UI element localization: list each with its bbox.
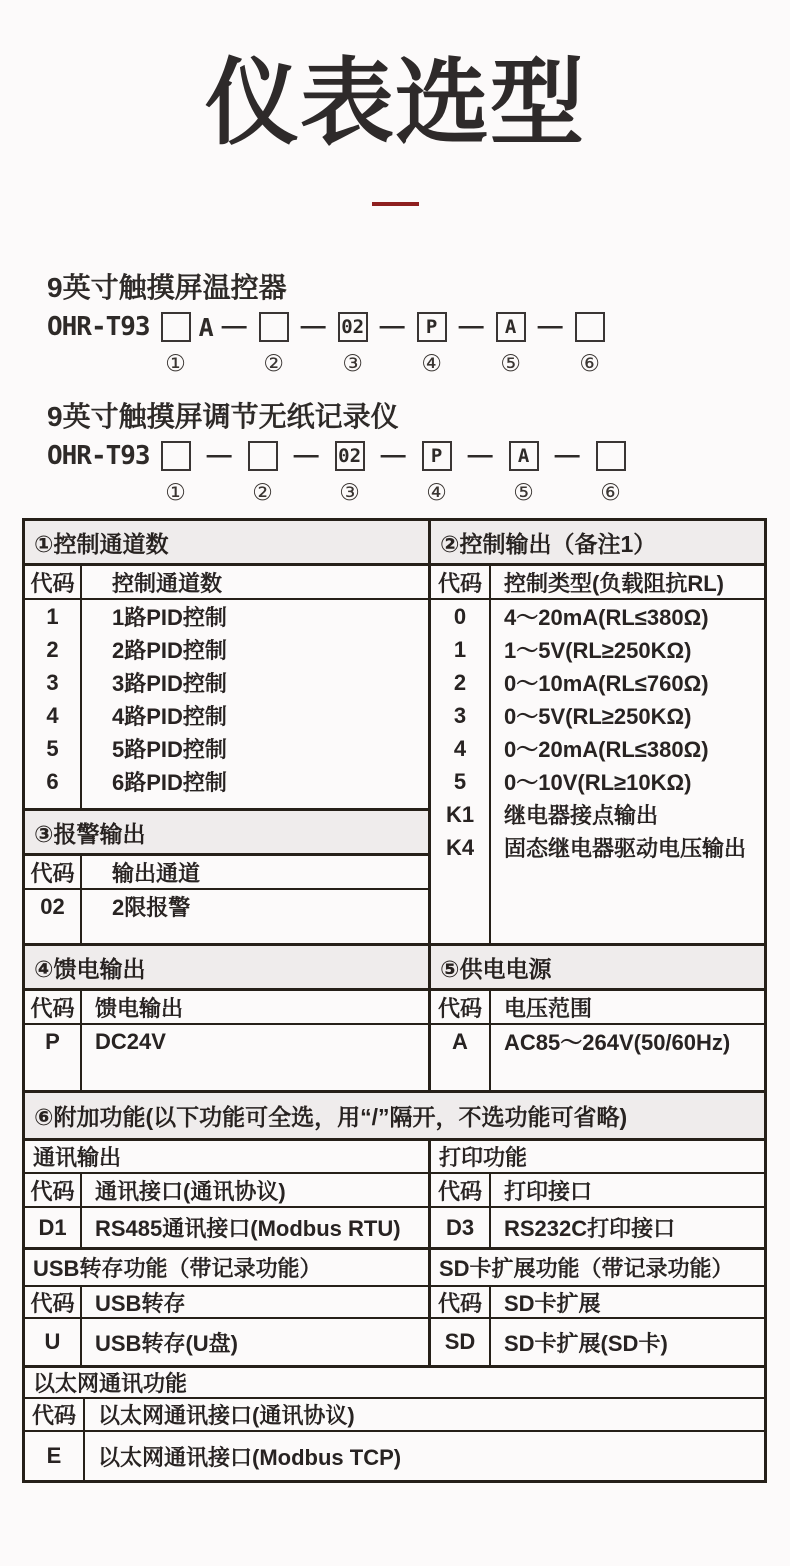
model2-heading: 9英寸触摸屏调节无纸记录仪 — [47, 401, 399, 432]
model1-option2 — [259, 312, 289, 375]
selection-table — [22, 518, 767, 1483]
row-desc: SD卡扩展(SD卡) — [504, 1330, 668, 1356]
model1-option6 — [575, 312, 605, 375]
row-code: 1 — [25, 600, 82, 633]
col-code-label: 代码 — [431, 991, 491, 1023]
separator-dash: — — [293, 441, 319, 469]
model1-box-1 — [161, 312, 191, 342]
model1-box-2 — [259, 312, 289, 342]
ethernet-colhead — [25, 1399, 764, 1432]
model1-box-6 — [575, 312, 605, 342]
table-row — [25, 1208, 428, 1247]
row-desc: 0～5V(RL≥250KΩ) — [504, 704, 692, 729]
row-code: 02 — [25, 890, 82, 923]
row-code: 5 — [25, 732, 82, 765]
row-code: 4 — [431, 732, 491, 765]
circled-5: ⑤ — [513, 479, 534, 505]
separator-dash: — — [221, 312, 247, 340]
filler-row — [25, 1058, 428, 1090]
print-colhead — [431, 1174, 764, 1208]
col-desc-label: 输出通道 — [112, 860, 201, 886]
circled-5: ⑤ — [500, 350, 521, 376]
row-desc: DC24V — [95, 1028, 166, 1054]
page-title: 仪表选型 — [204, 50, 585, 155]
col-desc-label: SD卡扩展 — [504, 1290, 601, 1316]
model2-box-4: P — [422, 441, 452, 471]
section-sd — [431, 1250, 764, 1365]
section1-header: ①控制通道数 — [25, 521, 428, 566]
model2-option4 — [422, 441, 452, 504]
circled-2: ② — [263, 350, 284, 376]
section4-colhead — [25, 991, 428, 1025]
table-row — [431, 1319, 764, 1365]
table-row — [431, 1208, 764, 1247]
row-desc: 5路PID控制 — [112, 737, 227, 762]
band-comm-print — [25, 1141, 764, 1247]
col-desc-label: 以太网通讯接口(通讯协议) — [98, 1403, 355, 1428]
section-supply-power — [431, 946, 764, 1090]
section3-header: ③报警输出 — [25, 811, 428, 856]
filler-row — [431, 1058, 764, 1090]
filler-row — [431, 864, 764, 943]
row-code: A — [431, 1025, 491, 1058]
model1-box-3: 02 — [338, 312, 368, 342]
circled-1: ① — [165, 479, 186, 505]
col-desc-label: 控制类型(负载阻抗RL) — [504, 570, 724, 596]
page — [0, 50, 790, 1483]
row-code: 5 — [431, 765, 491, 798]
section5-colhead — [431, 991, 764, 1025]
row-code: D1 — [25, 1208, 82, 1247]
model2-code-line — [47, 441, 790, 504]
row-code: U — [25, 1319, 82, 1365]
row-code: 2 — [25, 633, 82, 666]
circled-4: ④ — [426, 479, 447, 505]
row-code: 3 — [25, 666, 82, 699]
circled-3: ③ — [339, 479, 360, 505]
circled-3: ③ — [342, 350, 363, 376]
section5-header: ⑤供电电源 — [431, 946, 764, 991]
model2-box-2 — [248, 441, 278, 471]
band-usb-sd — [25, 1250, 764, 1365]
model1-code-line — [47, 312, 790, 375]
model2-option6 — [596, 441, 626, 504]
table-row — [431, 699, 764, 732]
model1-box-5: A — [496, 312, 526, 342]
model2-prefix: OHR-T93 — [47, 441, 150, 471]
row-code: K4 — [431, 831, 491, 864]
col-code-label: 代码 — [25, 1399, 85, 1430]
row-code: K1 — [431, 798, 491, 831]
col-desc-label: 通讯接口(通讯协议) — [95, 1178, 286, 1204]
section2-header: ②控制输出（备注1） — [431, 521, 764, 566]
table-row — [431, 798, 764, 831]
table-row — [431, 765, 764, 798]
section1-colhead — [25, 566, 428, 600]
model1-prefix: OHR-T93 — [47, 312, 150, 342]
section3-colhead — [25, 856, 428, 890]
section-comm-output — [25, 1141, 431, 1247]
circled-6: ⑥ — [579, 350, 600, 376]
section4-header: ④馈电输出 — [25, 946, 428, 991]
row-code: D3 — [431, 1208, 491, 1247]
row-code: 3 — [431, 699, 491, 732]
row-desc: 4～20mA(RL≤380Ω) — [504, 605, 709, 630]
section-feed-output — [25, 946, 431, 1090]
row-code: 0 — [431, 600, 491, 633]
circled-1: ① — [165, 350, 186, 376]
circled-6: ⑥ — [600, 479, 621, 505]
row-code: SD — [431, 1319, 491, 1365]
col-code-label: 代码 — [25, 991, 82, 1023]
model2-option5 — [509, 441, 539, 504]
row-code: E — [25, 1432, 85, 1480]
table-row — [25, 732, 428, 765]
separator-dash: — — [206, 441, 232, 469]
table-row — [431, 633, 764, 666]
model2-box-1 — [161, 441, 191, 471]
model1-option5 — [496, 312, 526, 375]
model2-box-3: 02 — [335, 441, 365, 471]
row-desc: 0～10V(RL≥10KΩ) — [504, 770, 692, 795]
model1-option1 — [161, 312, 191, 375]
col-code-label: 代码 — [25, 566, 82, 598]
filler-row — [25, 923, 428, 943]
col-code-label: 代码 — [431, 1287, 491, 1317]
section-usb — [25, 1250, 431, 1365]
circled-2: ② — [252, 479, 273, 505]
separator-dash: — — [537, 312, 563, 340]
separator-dash: — — [458, 312, 484, 340]
band-power — [25, 946, 764, 1090]
row-desc: RS232C打印接口 — [504, 1216, 676, 1241]
model2-option1 — [161, 441, 191, 504]
row-desc: 继电器接点输出 — [504, 803, 659, 828]
section-control-channels — [25, 521, 431, 943]
sd-title: SD卡扩展功能（带记录功能） — [431, 1250, 764, 1287]
row-desc: 以太网通讯接口(Modbus TCP) — [98, 1444, 402, 1470]
table-row — [431, 600, 764, 633]
section-print — [431, 1141, 764, 1247]
col-desc-label: 控制通道数 — [112, 570, 223, 596]
model1-box-4: P — [417, 312, 447, 342]
model2-option2 — [248, 441, 278, 504]
section6-header: ⑥附加功能(以下功能可全选，用“/”隔开，不选功能可省略) — [25, 1093, 764, 1138]
model2-box-5: A — [509, 441, 539, 471]
col-code-label: 代码 — [25, 1287, 82, 1317]
table-row — [25, 633, 428, 666]
col-desc-label: USB转存 — [95, 1290, 186, 1316]
comm-colhead — [25, 1174, 428, 1208]
row-code: 2 — [431, 666, 491, 699]
model1-option4 — [417, 312, 447, 375]
print-title: 打印功能 — [431, 1141, 764, 1174]
col-desc-label: 电压范围 — [504, 995, 593, 1021]
row-desc: 6路PID控制 — [112, 770, 227, 795]
row-desc: 0～20mA(RL≤380Ω) — [504, 737, 709, 762]
comm-title: 通讯输出 — [25, 1141, 428, 1174]
ethernet-title: 以太网通讯功能 — [25, 1368, 764, 1399]
table-row — [25, 1432, 764, 1480]
table-row — [25, 699, 428, 732]
section-control-output — [431, 521, 764, 943]
table-row — [431, 732, 764, 765]
table-row — [25, 890, 428, 923]
filler-row — [25, 798, 428, 808]
row-desc: 1路PID控制 — [112, 605, 227, 630]
col-code-label: 代码 — [25, 856, 82, 888]
row-desc: 固态继电器驱动电压输出 — [504, 836, 747, 861]
model1-fixed-code: A — [198, 313, 214, 342]
row-desc: AC85～264V(50/60Hz) — [504, 1030, 731, 1055]
model2-box-6 — [596, 441, 626, 471]
row-desc: 2限报警 — [112, 895, 191, 920]
col-desc-label: 打印接口 — [504, 1178, 593, 1204]
table-row — [25, 765, 428, 798]
circled-4: ④ — [421, 350, 442, 376]
table-row — [431, 1025, 764, 1058]
row-desc: 3路PID控制 — [112, 671, 227, 696]
col-desc-label: 馈电输出 — [95, 995, 184, 1021]
separator-dash: — — [467, 441, 493, 469]
separator-dash: — — [379, 312, 405, 340]
usb-title: USB转存功能（带记录功能） — [25, 1250, 428, 1287]
section2-colhead — [431, 566, 764, 600]
row-code: 6 — [25, 765, 82, 798]
section-ethernet — [25, 1368, 764, 1480]
table-row — [431, 831, 764, 864]
col-code-label: 代码 — [25, 1174, 82, 1206]
sd-colhead — [431, 1287, 764, 1319]
model1-heading: 9英寸触摸屏温控器 — [47, 272, 287, 303]
table-row — [25, 1025, 428, 1058]
separator-dash: — — [554, 441, 580, 469]
row-code: 1 — [431, 633, 491, 666]
row-code: 4 — [25, 699, 82, 732]
row-desc: 0～10mA(RL≤760Ω) — [504, 671, 709, 696]
table-row — [431, 666, 764, 699]
model2-option3 — [335, 441, 365, 504]
table-row — [25, 666, 428, 699]
table-row — [25, 600, 428, 633]
row-desc: RS485通讯接口(Modbus RTU) — [95, 1216, 401, 1241]
title-underline — [372, 202, 419, 206]
separator-dash: — — [380, 441, 406, 469]
row-desc: 4路PID控制 — [112, 704, 227, 729]
row-code: P — [25, 1025, 82, 1058]
row-desc: 2路PID控制 — [112, 638, 227, 663]
table-row — [25, 1319, 428, 1365]
separator-dash: — — [300, 312, 326, 340]
row-desc: USB转存(U盘) — [95, 1330, 238, 1356]
col-code-label: 代码 — [431, 566, 491, 598]
col-code-label: 代码 — [431, 1174, 491, 1206]
usb-colhead — [25, 1287, 428, 1319]
band-control — [25, 521, 764, 943]
row-desc: 1～5V(RL≥250KΩ) — [504, 638, 692, 663]
model1-option3 — [338, 312, 368, 375]
